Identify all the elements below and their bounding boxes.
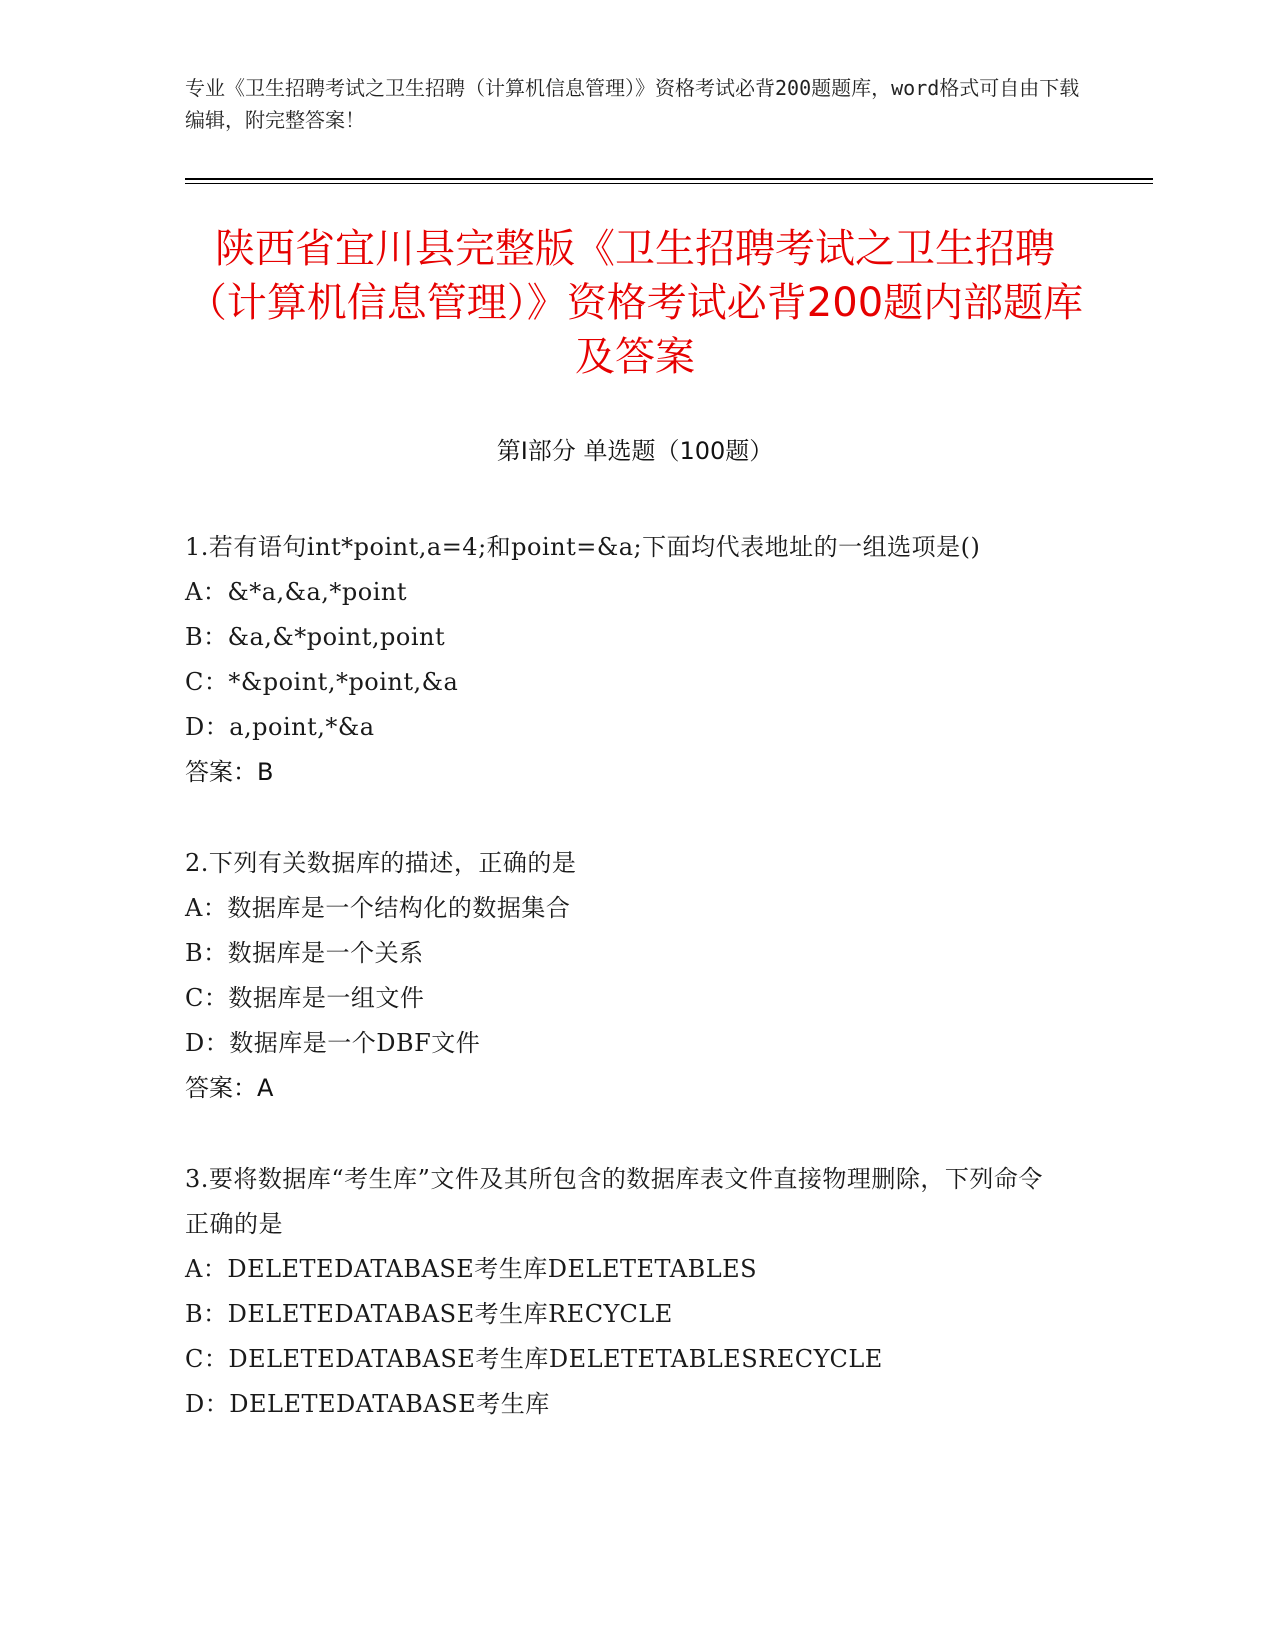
- section-heading: 第I部分 单选题（100题）: [496, 437, 774, 465]
- option-d: D：数据库是一个DBF文件: [185, 1029, 481, 1057]
- option-b: B：&a,&*point,point: [185, 623, 446, 651]
- option-a: A：DELETEDATABASE考生库DELETETABLES: [185, 1255, 758, 1283]
- question-stem: 2.下列有关数据库的描述，正确的是: [185, 849, 577, 877]
- question-stem: 3.要将数据库“考生库”文件及其所包含的数据库表文件直接物理删除，下列命令正确的是: [185, 1165, 1043, 1238]
- question-3: [185, 1157, 1065, 1427]
- option-b: B：DELETEDATABASE考生库RECYCLE: [185, 1300, 673, 1328]
- option-b: B：数据库是一个关系: [185, 939, 424, 967]
- header-rule-thick: [185, 178, 1153, 180]
- option-c: C：DELETEDATABASE考生库DELETETABLESRECYCLE: [185, 1345, 883, 1373]
- header-note: 专业《卫生招聘考试之卫生招聘（计算机信息管理）》资格考试必背200题题库，word格式可自由下载编辑，附完整答案！: [185, 76, 1080, 132]
- option-a: A：数据库是一个结构化的数据集合: [185, 894, 571, 922]
- answer: 答案：A: [185, 1074, 274, 1102]
- document-title: 陕西省宜川县完整版《卫生招聘考试之卫生招聘（计算机信息管理）》资格考试必背200题内部题库及答案: [186, 226, 1084, 380]
- option-c: C：数据库是一组文件: [185, 984, 425, 1012]
- question-2: [185, 841, 1065, 1111]
- header-rule-thin: [185, 183, 1153, 184]
- answer: 答案：B: [185, 758, 274, 786]
- option-c: C：*&point,*point,&a: [185, 668, 459, 696]
- option-a: A：&*a,&a,*point: [185, 578, 408, 606]
- question-stem: 1.若有语句int*point,a=4;和point=&a;下面均代表地址的一组选项是(): [185, 533, 981, 561]
- option-d: D：DELETEDATABASE考生库: [185, 1390, 550, 1418]
- question-1: [185, 525, 1065, 795]
- option-d: D：a,point,*&a: [185, 713, 375, 741]
- question-list: [185, 525, 1065, 1473]
